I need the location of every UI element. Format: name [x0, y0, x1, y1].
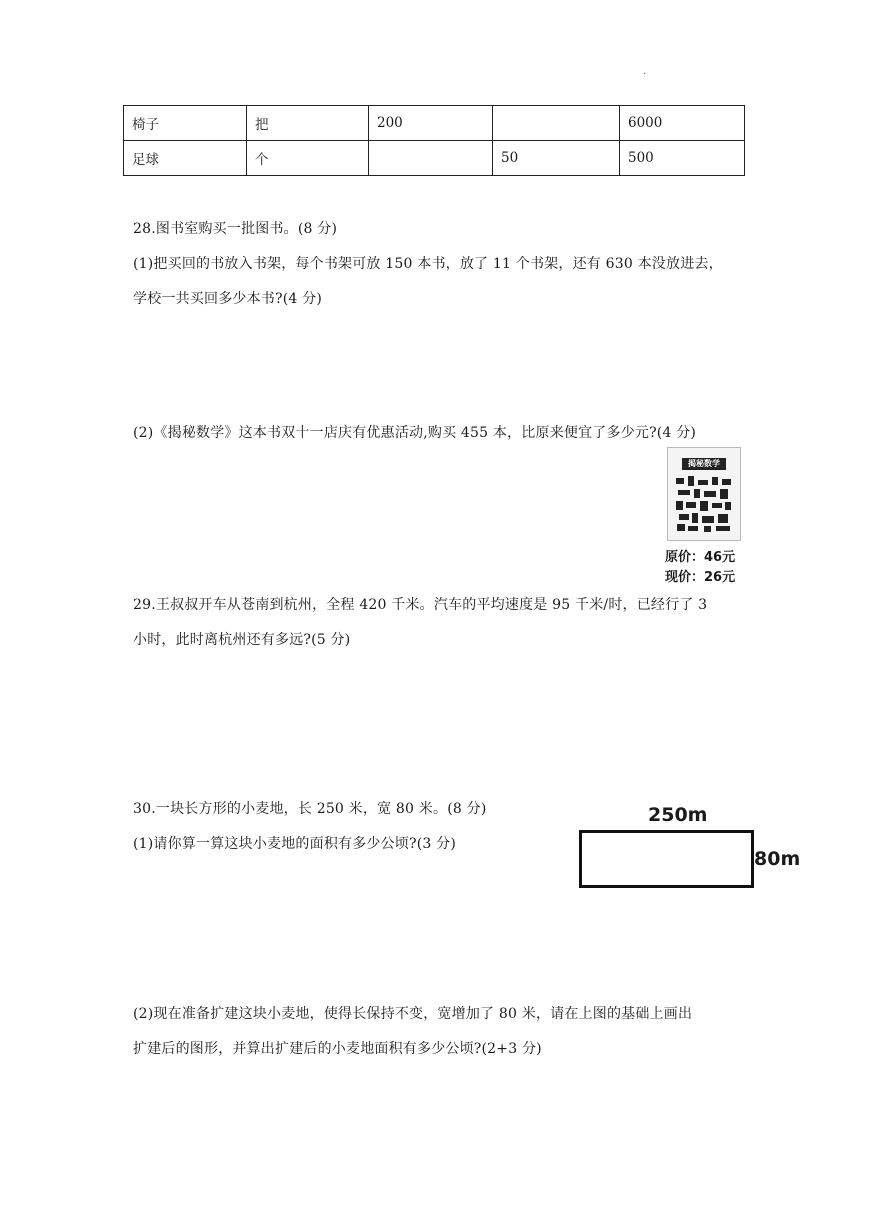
maze-illustration	[674, 474, 734, 534]
question-29-line2: 小时，此时离杭州还有多远?(5 分)	[133, 632, 351, 648]
table-cell: 500	[620, 141, 745, 176]
question-30-title: 30.一块长方形的小麦地，长 250 米，宽 80 米。(8 分)	[133, 801, 487, 817]
book-cover-title: 揭秘数学	[688, 459, 720, 468]
question-28-part2: (2)《揭秘数学》这本书双十一店庆有优惠活动,购买 455 本，比原来便宜了多少元?(4 分)	[133, 425, 697, 441]
book-cover-image	[667, 447, 741, 541]
table-row	[124, 106, 745, 141]
table-cell: 足球	[124, 141, 247, 176]
question-29-line1: 29.王叔叔开车从苍南到杭州，全程 420 千米。汽车的平均速度是 95 千米/时，已经行了 3	[133, 597, 708, 613]
original-price: 原价：46元	[665, 550, 736, 565]
table-cell	[369, 141, 493, 176]
question-28-title: 28.图书室购买一批图书。(8 分)	[133, 221, 338, 237]
page-dot: .	[643, 66, 647, 77]
question-30-part2-line2: 扩建后的图形，并算出扩建后的小麦地面积有多少公顷?(2+3 分)	[133, 1041, 542, 1057]
rectangle-length-label: 250m	[648, 804, 708, 826]
table-cell: 50	[493, 141, 620, 176]
question-30-part1: (1)请你算一算这块小麦地的面积有多少公顷?(3 分)	[133, 836, 457, 852]
rectangle-width-label: 80m	[754, 848, 801, 870]
data-table	[123, 105, 745, 176]
table-cell: 椅子	[124, 106, 247, 141]
table-cell	[493, 106, 620, 141]
table-cell: 200	[369, 106, 493, 141]
table-cell: 把	[247, 106, 369, 141]
table-cell: 个	[247, 141, 369, 176]
wheat-field-rectangle	[579, 830, 754, 888]
table-row	[124, 141, 745, 176]
current-price: 现价：26元	[665, 570, 736, 585]
question-28-part1-line2: 学校一共买回多少本书?(4 分)	[133, 291, 322, 307]
question-30-part2-line1: (2)现在准备扩建这块小麦地，使得长保持不变，宽增加了 80 米，请在上图的基础上画出	[133, 1006, 693, 1022]
question-28-part1-line1: (1)把买回的书放入书架，每个书架可放 150 本书，放了 11 个书架，还有 630 本没放进去，	[133, 256, 723, 272]
book-cover-banner	[682, 458, 726, 470]
table-cell: 6000	[620, 106, 745, 141]
